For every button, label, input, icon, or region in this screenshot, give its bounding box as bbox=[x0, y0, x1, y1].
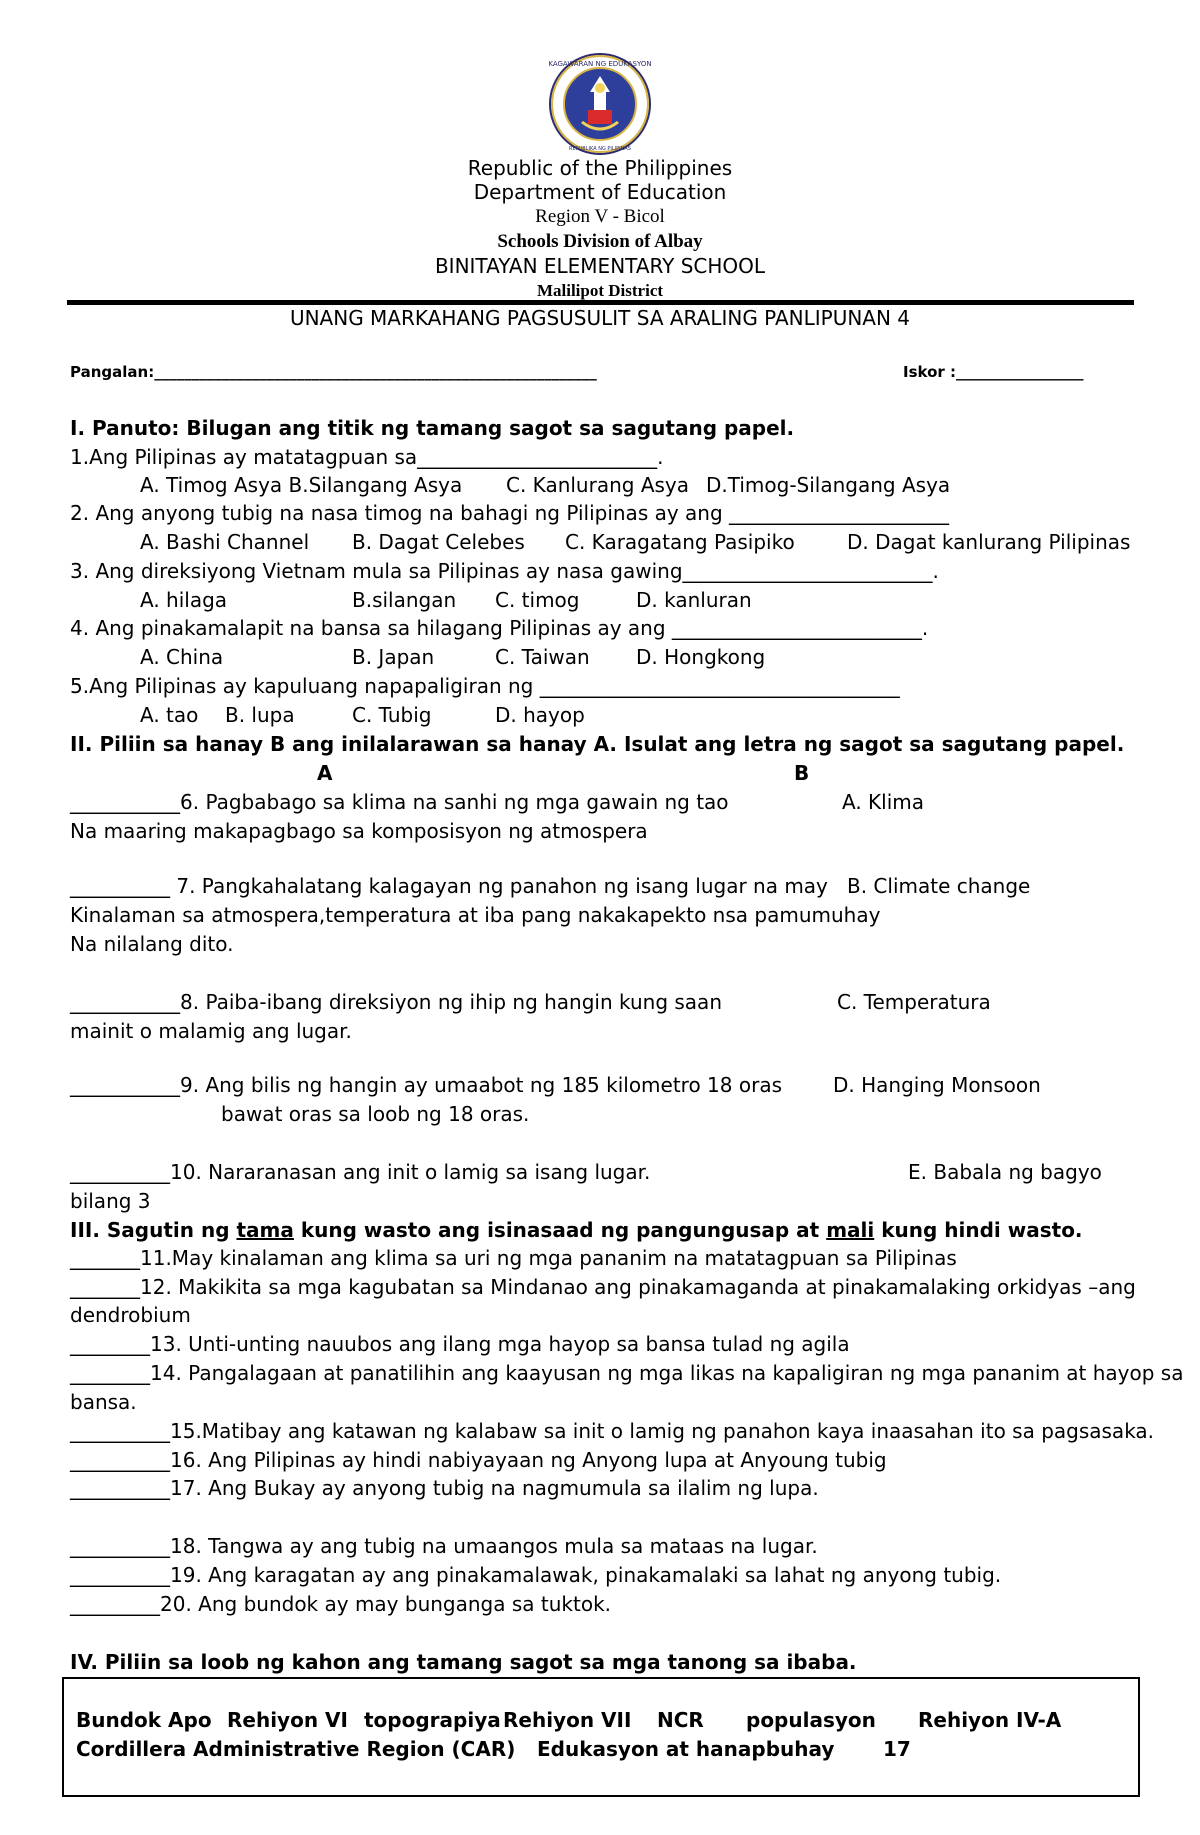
column-b-item-a: A. Klima bbox=[842, 790, 925, 814]
q1-option-a-b[interactable]: A. Timog Asya B.Silangang Asya bbox=[140, 473, 463, 497]
q3-option-d[interactable]: D. kanluran bbox=[636, 588, 752, 612]
question-3: 3. Ang direksiyong Vietnam mula sa Pilipinas ay nasa gawing_________________________. bbox=[70, 559, 939, 583]
seal-text-bottom: REPUBLIKA NG PILIPINAS bbox=[569, 146, 631, 152]
score-field[interactable]: Iskor :_________________ bbox=[903, 363, 1084, 381]
part2-instruction: II. Piliin sa hanay B ang inilalarawan sa hanay A. Isulat ang letra ng sagot sa sagutang papel. bbox=[70, 732, 1125, 756]
question-11: _______11.May kinalaman ang klima sa uri ng mga pananim na matatagpuan sa Pilipinas bbox=[70, 1246, 957, 1270]
question-6: ___________6. Pagbabago sa klima na sanhi ng mga gawain ng tao bbox=[70, 790, 729, 814]
q4-option-a[interactable]: A. China bbox=[140, 645, 224, 669]
q4-option-d[interactable]: D. Hongkong bbox=[636, 645, 766, 669]
question-14: ________14. Pangalagaan at panatilihin ang kaayusan ng mga likas na kapaligiran ng mga pananim at hayop sa bbox=[70, 1361, 1184, 1385]
header-rule bbox=[67, 300, 1134, 305]
header-region: Region V - Bicol bbox=[535, 206, 665, 227]
q5-option-b[interactable]: B. lupa bbox=[225, 703, 295, 727]
q3-option-a[interactable]: A. hilaga bbox=[140, 588, 228, 612]
column-b-item-d: D. Hanging Monsoon bbox=[833, 1073, 1041, 1097]
question-7: __________ 7. Pangkahalatang kalagayan ng panahon ng isang lugar na may bbox=[70, 874, 828, 898]
question-8: ___________8. Paiba-ibang direksiyon ng ihip ng hangin kung saan bbox=[70, 990, 722, 1014]
q2-option-a[interactable]: A. Bashi Channel bbox=[140, 530, 310, 554]
question-7-cont: Kinalaman sa atmospera,temperatura at iba pang nakakapekto nsa pamumuhay bbox=[70, 903, 881, 927]
question-2: 2. Ang anyong tubig na nasa timog na bahagi ng Pilipinas ay ang ______________________ bbox=[70, 501, 950, 525]
keyword-tama: tama bbox=[236, 1218, 294, 1242]
q2-option-d[interactable]: D. Dagat kanlurang Pilipinas bbox=[847, 530, 1131, 554]
question-5: 5.Ang Pilipinas ay kapuluang napapaligiran ng ____________________________________ bbox=[70, 674, 900, 698]
choice-17: 17 bbox=[883, 1737, 911, 1761]
header-department: Department of Education bbox=[473, 180, 727, 204]
question-18: __________18. Tangwa ay ang tubig na umaangos mula sa mataas na lugar. bbox=[70, 1534, 818, 1558]
question-12: _______12. Makikita sa mga kagubatan sa Mindanao ang pinakamaganda at pinakamalaking orkidyas –ang bbox=[70, 1275, 1136, 1299]
column-b-heading: B bbox=[794, 761, 810, 785]
question-7-cont2: Na nilalang dito. bbox=[70, 932, 234, 956]
choice-edukasyon: Edukasyon at hanapbuhay bbox=[537, 1737, 835, 1761]
column-b-item-c: C. Temperatura bbox=[837, 990, 991, 1014]
question-6-cont: Na maaring makapagbago sa komposisyon ng atmospera bbox=[70, 819, 648, 843]
header-republic: Republic of the Philippines bbox=[467, 156, 733, 180]
choice-car: Cordillera Administrative Region (CAR) bbox=[76, 1737, 516, 1761]
question-1: 1.Ang Pilipinas ay matatagpuan sa________________________. bbox=[70, 445, 664, 469]
q2-option-b[interactable]: B. Dagat Celebes bbox=[352, 530, 525, 554]
q1-option-d[interactable]: D.Timog-Silangang Asya bbox=[706, 473, 951, 497]
q3-option-c[interactable]: C. timog bbox=[495, 588, 580, 612]
choice-rehiyon-vi: Rehiyon VI bbox=[227, 1708, 348, 1732]
choice-topograpiya: topograpiya bbox=[364, 1708, 501, 1732]
q3-option-b[interactable]: B.silangan bbox=[352, 588, 457, 612]
q5-option-a[interactable]: A. tao bbox=[140, 703, 199, 727]
exam-title: UNANG MARKAHANG PAGSUSULIT SA ARALING PANLIPUNAN 4 bbox=[289, 306, 911, 330]
q4-option-c[interactable]: C. Taiwan bbox=[495, 645, 590, 669]
question-17: __________17. Ang Bukay ay anyong tubig na nagmumula sa ilalim ng lupa. bbox=[70, 1476, 819, 1500]
q5-option-d[interactable]: D. hayop bbox=[495, 703, 585, 727]
part3-instruction: III. Sagutin ng tama kung wasto ang isinasaad ng pangungusap at mali kung hindi wasto. bbox=[70, 1218, 1083, 1242]
choice-bundok-apo: Bundok Apo bbox=[76, 1708, 212, 1732]
question-12-cont: dendrobium bbox=[70, 1303, 191, 1327]
choice-rehiyon-iv-a: Rehiyon IV-A bbox=[918, 1708, 1062, 1732]
question-9-cont: bawat oras sa loob ng 18 oras. bbox=[221, 1102, 530, 1126]
deped-seal-logo bbox=[548, 52, 652, 156]
choice-rehiyon-vii: Rehiyon VII bbox=[503, 1708, 632, 1732]
header-division: Schools Division of Albay bbox=[497, 231, 703, 252]
q1-option-c[interactable]: C. Kanlurang Asya bbox=[506, 473, 690, 497]
column-b-item-e: E. Babala ng bagyo bbox=[908, 1160, 1102, 1184]
question-9: ___________9. Ang bilis ng hangin ay umaabot ng 185 kilometro 18 oras bbox=[70, 1073, 783, 1097]
seal-text-top: KAGAWARAN NG EDUKASYON bbox=[548, 60, 652, 68]
name-field[interactable]: Pangalan:___________________________________________________________ bbox=[70, 363, 597, 381]
question-15: __________15.Matibay ang katawan ng kalabaw sa init o lamig ng panahon kaya inaasahan ito sa pagsasaka. bbox=[70, 1419, 1155, 1443]
question-16: __________16. Ang Pilipinas ay hindi nabiyayaan ng Anyong lupa at Anyoung tubig bbox=[70, 1448, 887, 1472]
question-10-cont: bilang 3 bbox=[70, 1189, 151, 1213]
question-19: __________19. Ang karagatan ay ang pinakamalawak, pinakamalaki sa lahat ng anyong tubig. bbox=[70, 1563, 1002, 1587]
column-a-heading: A bbox=[317, 761, 333, 785]
choice-ncr: NCR bbox=[657, 1708, 704, 1732]
part4-instruction: IV. Piliin sa loob ng kahon ang tamang sagot sa mga tanong sa ibaba. bbox=[70, 1650, 857, 1674]
question-10: __________10. Nararanasan ang init o lamig sa isang lugar. bbox=[70, 1160, 651, 1184]
question-13: ________13. Unti-unting nauubos ang ilang mga hayop sa bansa tulad ng agila bbox=[70, 1332, 850, 1356]
keyword-mali: mali bbox=[826, 1218, 875, 1242]
q5-option-c[interactable]: C. Tubig bbox=[352, 703, 432, 727]
q2-option-c[interactable]: C. Karagatang Pasipiko bbox=[565, 530, 795, 554]
column-b-item-b: B. Climate change bbox=[847, 874, 1031, 898]
question-4: 4. Ang pinakamalapit na bansa sa hilagang Pilipinas ay ang _________________________. bbox=[70, 616, 929, 640]
choice-populasyon: populasyon bbox=[746, 1708, 876, 1732]
question-20: _________20. Ang bundok ay may bunganga sa tuktok. bbox=[70, 1592, 612, 1616]
question-14-cont: bansa. bbox=[70, 1390, 137, 1414]
part1-instruction: I. Panuto: Bilugan ang titik ng tamang sagot sa sagutang papel. bbox=[70, 416, 795, 440]
q4-option-b[interactable]: B. Japan bbox=[352, 645, 435, 669]
question-8-cont: mainit o malamig ang lugar. bbox=[70, 1019, 352, 1043]
header-district: Malilipot District bbox=[536, 281, 664, 300]
header-school: BINITAYAN ELEMENTARY SCHOOL bbox=[434, 254, 766, 278]
